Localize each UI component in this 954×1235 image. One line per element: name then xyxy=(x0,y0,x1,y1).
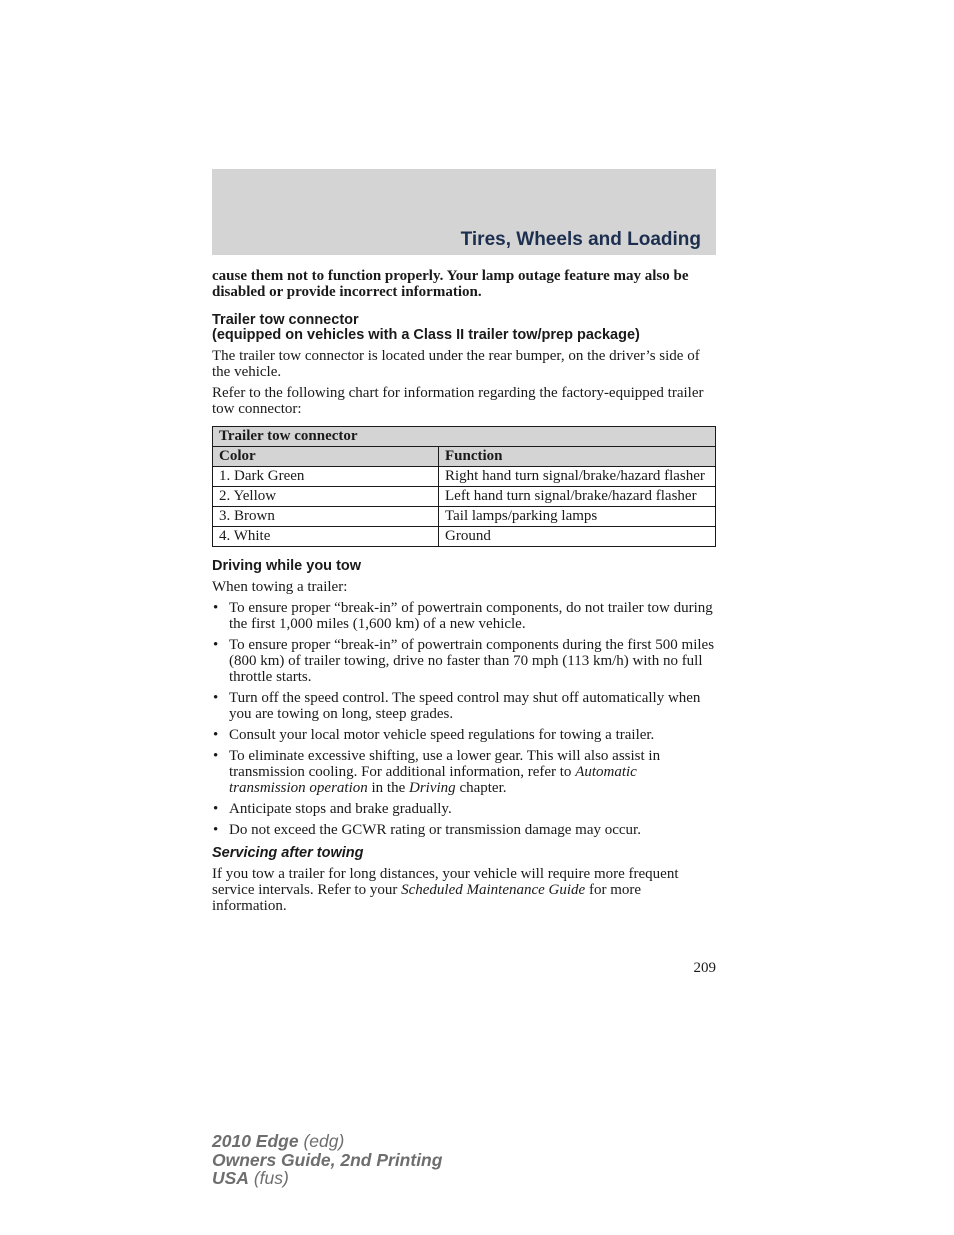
cross-reference-driving: Driving xyxy=(409,780,456,796)
section-heading-driving-while-you-tow: Driving while you tow xyxy=(212,558,362,574)
list-item-text: To ensure proper “break-in” of powertrain components, do not trailer tow during the first 1,000 miles (1,600 km) of a new vehicle. xyxy=(229,600,713,632)
section-heading-trailer-tow-connector xyxy=(212,313,716,343)
list-item xyxy=(212,801,716,817)
cell-function: Left hand turn signal/brake/hazard flasher xyxy=(439,487,716,507)
towing-lead-text: When towing a trailer: xyxy=(212,579,348,595)
cell-color: 3. Brown xyxy=(213,507,439,527)
list-item xyxy=(212,748,716,796)
bullet-icon: • xyxy=(213,748,219,764)
cell-color: 1. Dark Green xyxy=(213,467,439,487)
heading-line-1: Trailer tow connector xyxy=(212,312,359,328)
text-segment: chapter. xyxy=(455,780,507,796)
cell-color: 4. White xyxy=(213,527,439,547)
list-item-text: Turn off the speed control. The speed control may shut off automatically when you are towing on long, steep grades. xyxy=(229,690,701,722)
header-band xyxy=(212,169,716,255)
cell-function: Right hand turn signal/brake/hazard flasher xyxy=(439,467,716,487)
list-item xyxy=(212,690,716,722)
table-row xyxy=(213,467,716,487)
list-item-text: Consult your local motor vehicle speed regulations for towing a trailer. xyxy=(229,727,655,743)
cross-reference-automatic-transmission: Automatic transmission operation xyxy=(229,764,637,796)
list-item-text: Do not exceed the GCWR rating or transmission damage may occur. xyxy=(229,822,641,838)
text-segment: To eliminate excessive shifting, use a lower gear. This will also assist in transmission cooling. For additional information, refer to xyxy=(229,748,661,780)
intro-warning: cause them not to function properly. Your lamp outage feature may also be disabled or provide incorrect information. xyxy=(212,268,689,300)
cell-color: 2. Yellow xyxy=(213,487,439,507)
page-title: Tires, Wheels and Loading xyxy=(460,229,701,250)
cell-function: Tail lamps/parking lamps xyxy=(439,507,716,527)
cell-function: Ground xyxy=(439,527,716,547)
text-segment: in the xyxy=(367,780,410,796)
footer-model-code: (edg) xyxy=(298,1131,345,1151)
bullet-icon: • xyxy=(213,690,219,706)
towing-tips-list xyxy=(212,600,716,838)
page-content xyxy=(212,268,716,919)
table-title: Trailer tow connector xyxy=(213,427,716,447)
bullet-icon: • xyxy=(213,637,219,653)
cross-reference-maintenance-guide: Scheduled Maintenance Guide xyxy=(401,882,586,898)
section-heading-servicing-after-towing: Servicing after towing xyxy=(212,845,364,861)
page-number: 209 xyxy=(693,960,716,976)
footer-printing: Owners Guide, 2nd Printing xyxy=(212,1149,443,1170)
footer-line-1 xyxy=(212,1132,442,1151)
bullet-icon: • xyxy=(213,600,219,616)
table-row xyxy=(213,507,716,527)
trailer-connector-table xyxy=(212,426,716,547)
text-segment: for more information. xyxy=(212,882,642,914)
footer-market: USA xyxy=(212,1168,249,1188)
list-item xyxy=(212,727,716,743)
table-title-row xyxy=(213,427,716,447)
list-item-text: Anticipate stops and brake gradually. xyxy=(229,801,452,817)
table-row xyxy=(213,487,716,507)
list-item xyxy=(212,822,716,838)
table-row xyxy=(213,527,716,547)
column-header-color: Color xyxy=(213,447,439,467)
bullet-icon: • xyxy=(213,801,219,817)
footer-publication-info xyxy=(212,1132,442,1188)
footer-market-code: (fus) xyxy=(248,1168,289,1188)
list-item-text xyxy=(229,748,660,796)
footer-model: 2010 Edge xyxy=(212,1131,299,1151)
footer-line-3 xyxy=(212,1169,442,1188)
list-item xyxy=(212,600,716,632)
heading-line-2: (equipped on vehicles with a Class II trailer tow/prep package) xyxy=(212,327,640,343)
list-item-text: To ensure proper “break-in” of powertrain components during the first 500 miles (800 km) of trailer towing, drive no faster than 70 mph (113 km/h) with no full throttle starts. xyxy=(229,637,715,685)
text-segment: If you tow a trailer for long distances, your vehicle will require more frequent service intervals. Refer to your xyxy=(212,866,679,898)
table-header-row xyxy=(213,447,716,467)
bullet-icon: • xyxy=(213,727,219,743)
servicing-paragraph xyxy=(212,866,716,914)
bullet-icon: • xyxy=(213,822,219,838)
list-item xyxy=(212,637,716,685)
footer-line-2 xyxy=(212,1151,442,1170)
connector-location-paragraph: The trailer tow connector is located under the rear bumper, on the driver’s side of the vehicle. xyxy=(212,348,700,380)
chart-reference-paragraph: Refer to the following chart for information regarding the factory-equipped trailer tow connector: xyxy=(212,385,704,417)
column-header-function: Function xyxy=(439,447,716,467)
